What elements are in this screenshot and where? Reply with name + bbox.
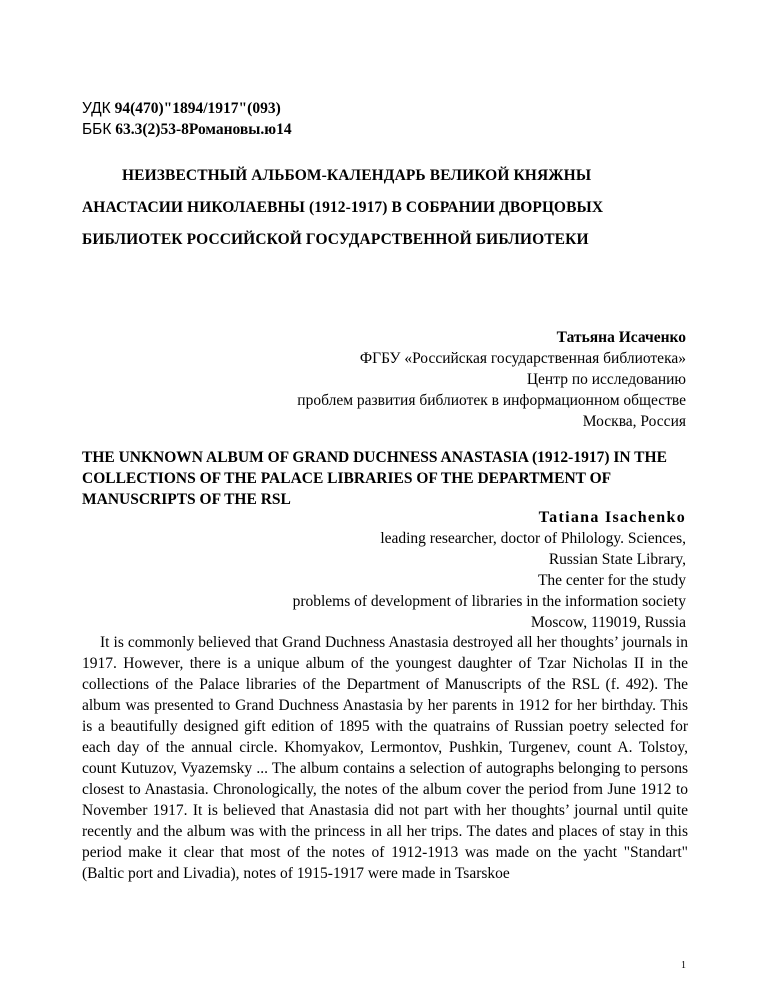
- russian-title: НЕИЗВЕСТНЫЙ АЛЬБОМ-КАЛЕНДАРЬ ВЕЛИКОЙ КНЯЖНЫ АНАСТАСИИ НИКОЛАЕВНЫ (1912-1917) В СОБРАНИИ ДВОРЦОВЫХ БИБЛИОТЕК РОССИЙСКОЙ ГОСУДАРСТВЕННОЙ БИБЛИОТЕКИ: [82, 167, 604, 248]
- page-number: 1: [681, 960, 686, 971]
- bbk-line: [82, 119, 292, 140]
- udk-value: 94(470)"1894/1917"(093): [114, 100, 281, 117]
- english-affiliation-line: problems of development of libraries in the information society: [292, 593, 686, 610]
- english-author-name: Tatiana Isachenko: [538, 509, 686, 526]
- abstract-paragraph: It is commonly believed that Grand Duchness Anastasia destroyed all her thoughts’ journals in 1917. However, there is a unique album of the youngest daughter of Tzar Nicholas II in the collections of the Palace libraries of the Department of Manuscripts of the RSL (f. 492). The album was presented to Grand Duchness Anastasia by her parents in 1912 for her birthday. This is a beautifully designed gift edition of 1895 with the quatrains of Russian poetry selected for each day of the annual circle. Khomyakov, Lermontov, Pushkin, Turgenev, count A. Tolstoy, count Kutuzov, Vyazemsky ... The album contains a selection of autographs belonging to persons closest to Anastasia. Chronologically, the notes of the album cover the period from June 1912 to November 1917. It is believed that Anastasia did not part with her thoughts’ journal until quite recently and the album was with the princess in all her trips. The dates and places of stay in this period make it clear that most of the notes of 1912-1913 was made on the yacht "Standart" (Baltic port and Livadia), notes of 1915-1917 were made in Tsarskoe: [82, 634, 688, 882]
- russian-author-block: [297, 327, 686, 432]
- russian-author-name: Татьяна Исаченко: [556, 329, 686, 346]
- english-affiliation-line: The center for the study: [537, 572, 686, 589]
- english-title: THE UNKNOWN ALBUM OF GRAND DUCHNESS ANASTASIA (1912-1917) IN THE COLLECTIONS OF THE PALACE LIBRARIES OF THE DEPARTMENT OF MANUSCRIPTS OF THE RSL: [82, 449, 667, 508]
- english-author-block: [293, 507, 686, 633]
- english-affiliation-line: leading researcher, doctor of Philology. Sciences,: [380, 530, 686, 547]
- russian-affiliation-line: ФГБУ «Российская государственная библиотека»: [359, 350, 686, 367]
- classification-codes: [82, 98, 292, 140]
- udk-line: [82, 98, 292, 119]
- udk-label: УДК: [82, 100, 111, 117]
- bbk-value: 63.3(2)53-8Романовы.ю14: [115, 121, 292, 138]
- english-affiliation-line: Moscow, 119019, Russia: [530, 614, 686, 631]
- english-affiliation-line: Russian State Library,: [548, 551, 686, 568]
- bbk-label: ББК: [82, 121, 112, 138]
- russian-affiliation-line: Москва, Россия: [582, 413, 686, 430]
- russian-affiliation-line: Центр по исследованию: [526, 371, 686, 388]
- russian-affiliation-line: проблем развития библиотек в информационном обществе: [297, 392, 686, 409]
